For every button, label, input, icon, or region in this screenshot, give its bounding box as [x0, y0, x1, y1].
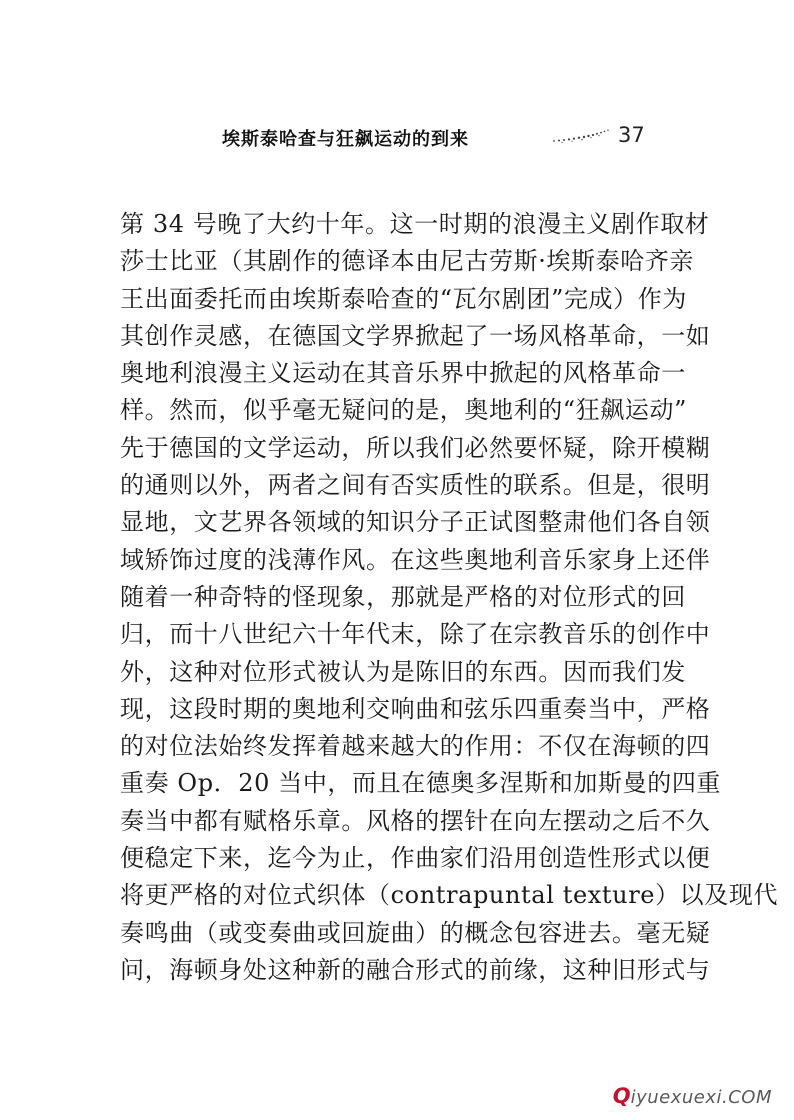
text-line: 现，这段时期的奥地利交响曲和弦乐四重奏当中，严格	[120, 694, 711, 723]
watermark-prefix: Q	[612, 1084, 631, 1108]
text-line: 随着一种奇特的怪现象，那就是严格的对位形式的回	[120, 582, 686, 611]
text-line: 便稳定下来，迄今为止，作曲家们沿用创造性形式以便	[120, 844, 711, 873]
text-line: 的通则以外，两者之间有否实质性的联系。但是，很明	[120, 471, 711, 500]
text-line: 样。然而，似乎毫无疑问的是，奥地利的“狂飙运动”	[120, 396, 687, 425]
text-line: 王出面委托而由埃斯泰哈查的“瓦尔剧团”完成）作为	[120, 284, 687, 313]
text-line: 将更严格的对位式织体（contrapuntal texture）以及现代	[120, 881, 779, 910]
text-line: 其创作灵感，在德国文学界掀起了一场风格革命，一如	[120, 321, 711, 350]
text-line: 奏鸣曲（或变奏曲或回旋曲）的概念包容进去。毫无疑	[120, 918, 711, 947]
body-paragraph	[120, 206, 779, 989]
text-line: 莎士比亚（其剧作的德译本由尼古劳斯·埃斯泰哈齐亲	[120, 247, 695, 276]
text-line: 域矫饰过度的浅薄作风。在这些奥地利音乐家身上还伴	[120, 545, 711, 574]
text-line: 问，海顿身处这种新的融合形式的前缘，这种旧形式与	[120, 955, 711, 984]
text-line: 奥地利浪漫主义运动在其音乐界中掀起的风格革命一	[120, 359, 686, 388]
chapter-title: 埃斯泰哈查与狂飙运动的到来	[222, 129, 469, 150]
watermark-text: iyuexuexi.COM	[630, 1087, 772, 1108]
text-line: 的对位法始终发挥着越来越大的作用：不仅在海顿的四	[120, 732, 711, 761]
text-line: 第 34 号晚了大约十年。这一时期的浪漫主义剧作取材	[120, 210, 710, 238]
text-line: 奏当中都有赋格乐章。风格的摆针在向左摆动之后不久	[120, 806, 711, 835]
text-line: 外，这种对位形式被认为是陈旧的东西。因而我们发	[120, 657, 686, 686]
page-number: 37	[618, 123, 645, 147]
text-line: 归，而十八世纪六十年代末，除了在宗教音乐的创作中	[120, 620, 711, 649]
header-ornament-icon	[550, 127, 612, 145]
site-watermark	[613, 1084, 772, 1108]
running-header	[222, 123, 662, 153]
text-line: 先于德国的文学运动，所以我们必然要怀疑，除开模糊	[120, 433, 711, 462]
text-line: 显地，文艺界各领域的知识分子正试图整肃他们各自领	[120, 508, 711, 537]
text-line: 重奏 Op．20 当中，而且在德奥多涅斯和加斯曼的四重	[120, 769, 722, 798]
